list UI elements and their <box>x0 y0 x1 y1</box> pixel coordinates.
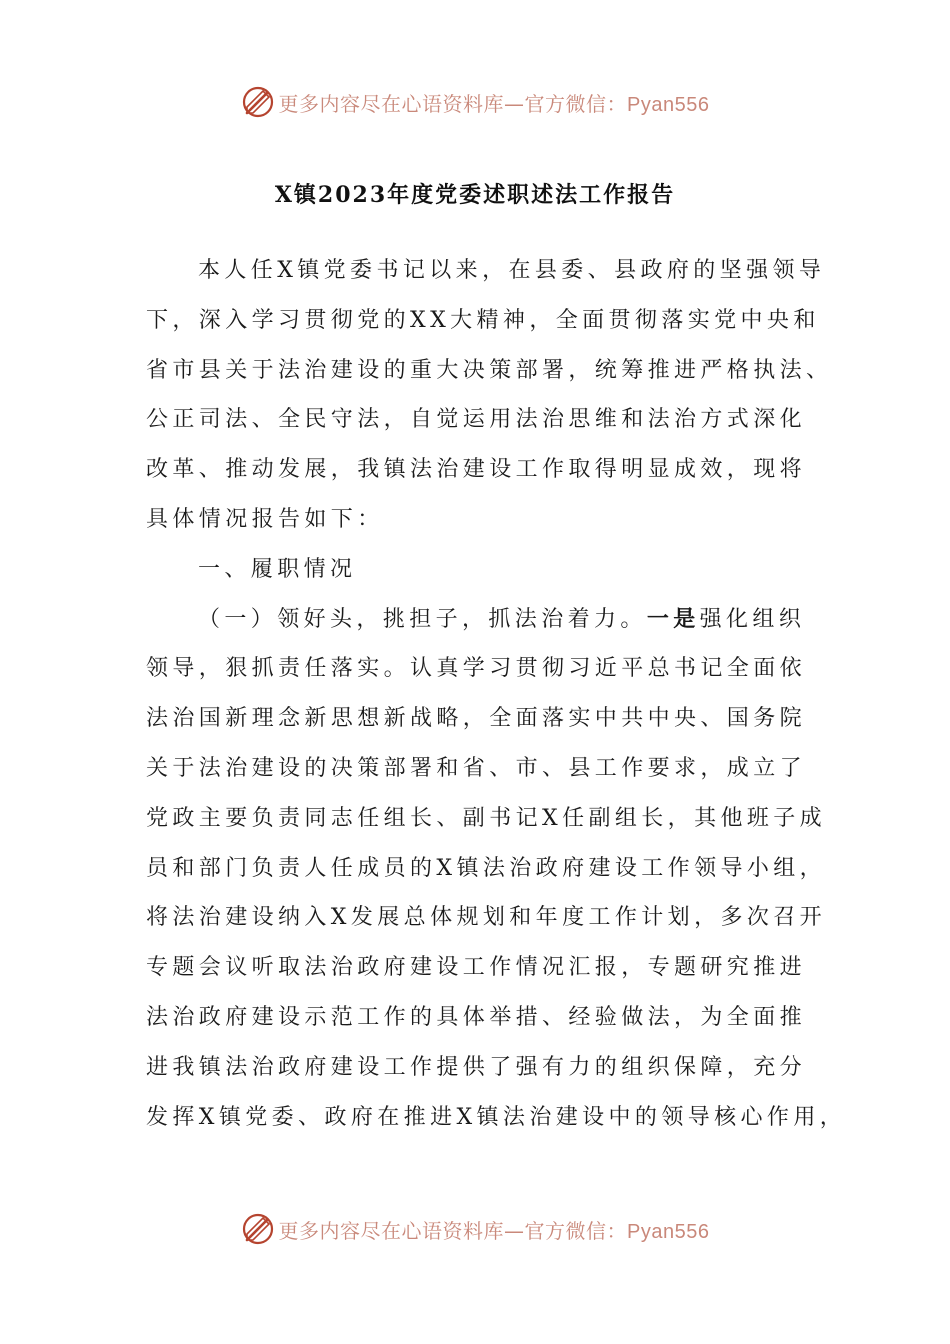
emphasis-text: 一是 <box>646 605 700 632</box>
text-line: 专题会议听取法治政府建设工作情况汇报，专题研究推进 <box>146 955 807 981</box>
watermark-text: 更多内容尽在心语资料库—官方微信：Pyan556 <box>278 1218 710 1243</box>
text-line: 党政主要负责同志任组长、副书记X任副组长，其他班子成 <box>146 805 827 831</box>
watermark-banner-top <box>0 82 950 122</box>
text-line: 法治国新理念新思想新战略，全面落实中共中央、国务院 <box>146 706 807 732</box>
text-line: 领导，狠抓责任落实。认真学习贯彻习近平总书记全面依 <box>146 656 807 682</box>
subsection-lead <box>146 595 810 645</box>
text-line: 本人任X镇党委书记以来，在县委、县政府的坚强领导 <box>198 258 826 283</box>
subsection-body <box>146 644 847 1142</box>
intro-paragraph <box>146 246 826 346</box>
text-line: 员和部门负责人任成员的X镇法治政府建设工作领导小组， <box>146 855 827 881</box>
text-line: 法治政府建设示范工作的具体举措、经验做法，为全面推 <box>146 1004 807 1030</box>
wechat-id: Pyan556 <box>627 93 710 116</box>
subsection-lead-rest: 强化组织 <box>699 606 806 632</box>
text-line: 改革、推动发展，我镇法治建设工作取得明显成效，现将 <box>146 457 807 483</box>
text-line: 关于法治建设的决策部署和省、市、县工作要求，成立了 <box>146 755 807 781</box>
text-line: 将法治建设纳入X发展总体规划和年度工作计划，多次召开 <box>146 905 827 931</box>
intro-paragraph-cont <box>146 346 833 545</box>
subsection-lead-text: （一）领好头，挑担子，抓法治着力。 <box>198 606 647 632</box>
wechat-id: Pyan556 <box>627 1220 710 1243</box>
text-line: 下，深入学习贯彻党的XX大精神，全面贯彻落实党中央和 <box>146 307 820 333</box>
text-line: 公正司法、全民守法，自觉运用法治思维和法治方式深化 <box>146 407 807 433</box>
document-title: X镇2023年度党委述职述法工作报告 <box>274 182 676 208</box>
text-line: 进我镇法治政府建设工作提供了强有力的组织保障，充分 <box>146 1054 807 1080</box>
document-body <box>146 246 847 1142</box>
watermark-text: 更多内容尽在心语资料库—官方微信：Pyan556 <box>278 91 710 116</box>
text-line: 发挥X镇党委、政府在推进X镇法治建设中的领导核心作用， <box>146 1104 847 1130</box>
text-line: 省市县关于法治建设的重大决策部署，统筹推进严格执法、 <box>146 357 833 383</box>
text-line: 具体情况报告如下： <box>146 506 384 532</box>
pen-circle-logo-icon <box>241 85 275 119</box>
watermark-banner-bottom <box>0 1209 950 1249</box>
pen-circle-logo-icon <box>241 1212 275 1246</box>
section-heading: 一、履职情况 <box>198 556 357 582</box>
